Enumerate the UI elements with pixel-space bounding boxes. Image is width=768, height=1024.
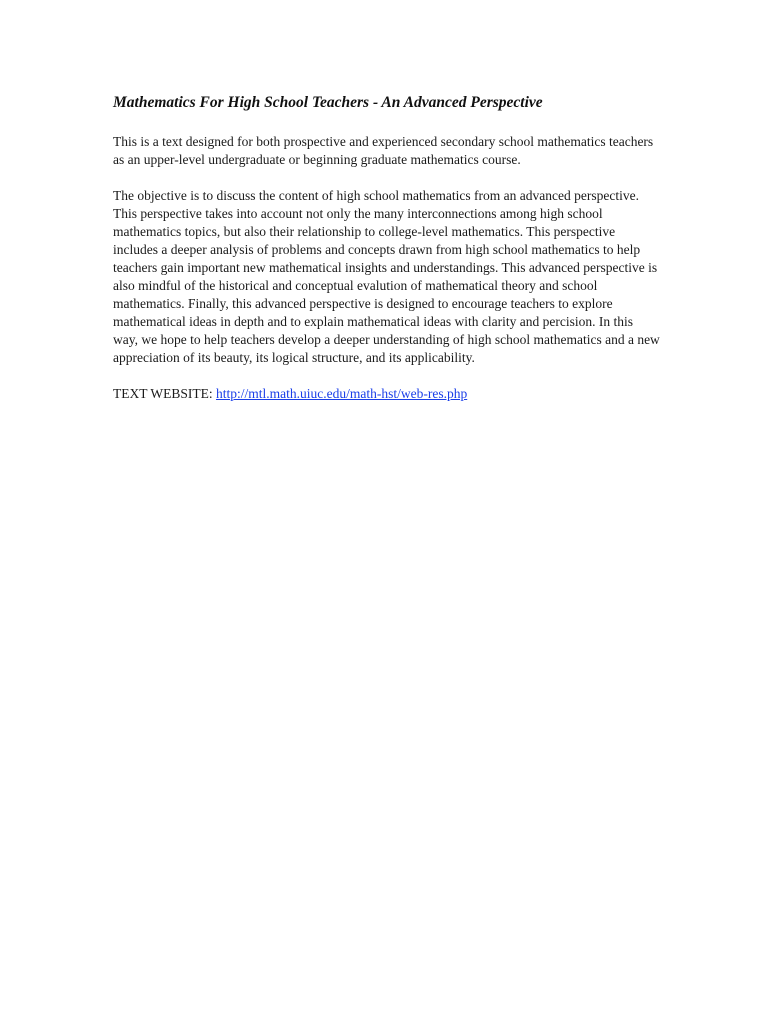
website-label: TEXT WEBSITE: — [113, 386, 213, 401]
document-content — [113, 93, 661, 403]
website-line — [113, 385, 661, 403]
website-link[interactable]: http://mtl.math.uiuc.edu/math-hst/web-res.php — [216, 386, 468, 401]
intro-paragraph: This is a text designed for both prospective and experienced secondary school mathematics teachers as an upper-level undergraduate or beginning graduate mathematics course. — [113, 134, 654, 167]
objective-paragraph: The objective is to discuss the content of high school mathematics from an advanced perspective. This perspective takes into account not only the many interconnections among high school mathematics topics, but also their relationship to college-level mathematics. This perspective includes a deeper analysis of problems and concepts drawn from high school mathematics to help teachers gain important new mathematical insights and understandings. This advanced perspective is also mindful of the historical and conceptual evalution of mathematical theory and school mathematics. Finally, this advanced perspective is designed to encourage teachers to explore mathematical ideas in depth and to explain mathematical ideas with clarity and percision. In this way, we hope to help teachers develop a deeper understanding of high school mathematics and a new appreciation of its beauty, its logical structure, and its applicability. — [113, 188, 660, 365]
document-title: Mathematics For High School Teachers - An Advanced Perspective — [113, 94, 543, 111]
